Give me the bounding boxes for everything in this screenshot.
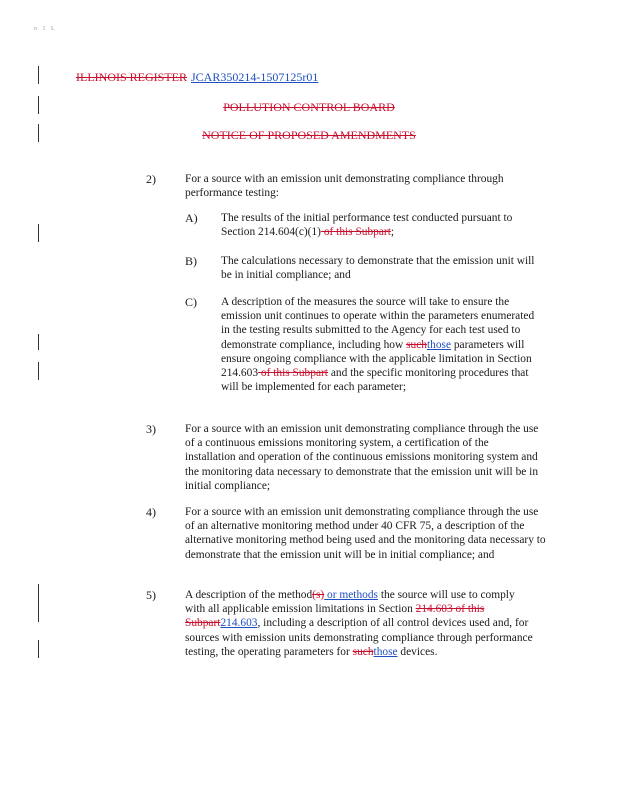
- item-number: B): [185, 254, 197, 268]
- item-b-text: The calculations necessary to demonstrate that the emission unit will be in initial compliance; and: [221, 255, 535, 282]
- change-bar: [38, 66, 39, 84]
- register-label: ILLINOIS REGISTER: [76, 70, 187, 84]
- item-number: 4): [146, 505, 156, 519]
- change-bar: [38, 640, 39, 658]
- item-number: 5): [146, 588, 156, 602]
- register-header: [76, 70, 318, 84]
- item-number: A): [185, 211, 198, 225]
- change-bar: [38, 334, 39, 350]
- item-number: C): [185, 295, 197, 309]
- item-a-text: The results of the initial performance test conducted pursuant to Section 214.604(c)(1) of this Subpart;: [221, 212, 513, 239]
- change-bar: [38, 362, 39, 380]
- item-2-text: For a source with an emission unit demonstrating compliance through performance testing:: [185, 173, 504, 200]
- board-title: POLLUTION CONTROL BOARD: [223, 100, 395, 114]
- item-3-text: For a source with an emission unit demonstrating compliance through the use of a continuous emissions monitoring system, a certification of the installation and operation of the continuous emissions monitoring system and the monitoring data necessary to demonstrate that the emission unit will be in initial compliance;: [185, 423, 539, 492]
- item-4-text: For a source with an emission unit demonstrating compliance through the use of an alternative monitoring method under 40 CFR 75, a description of the alternative monitoring method being used and the monitoring data necessary to demonstrate that the emission unit will be in initial compliance; and: [185, 506, 546, 561]
- item-number: 3): [146, 422, 156, 436]
- notice-title: NOTICE OF PROPOSED AMENDMENTS: [202, 128, 416, 142]
- item-5-text: A description of the method(s) or methods the source will use to comply with all applicable emission limitations in Section 214.603 of this Subpart214.603, including a description of all control devices used and, for sources with emission units demonstrating compliance through performance testing, the operating parameters for suchthose devices.: [185, 589, 533, 658]
- item-c-text: A description of the measures the source will take to ensure the emission unit continues to operate within the parameters enumerated in the testing results submitted to the Agency for each test used to demonstrate compliance, including how suchthose parameters will ensure ongoing compliance with the applicable limitation in Section 214.603 of this Subpart and the specific monitoring procedures that will be implemented for each parameter;: [221, 296, 535, 394]
- change-bar: [38, 584, 39, 622]
- scan-marks: n 1 L: [34, 26, 57, 32]
- item-number: 2): [146, 172, 156, 186]
- change-bar: [38, 224, 39, 242]
- doc-id: JCAR350214-1507125r01: [191, 70, 319, 84]
